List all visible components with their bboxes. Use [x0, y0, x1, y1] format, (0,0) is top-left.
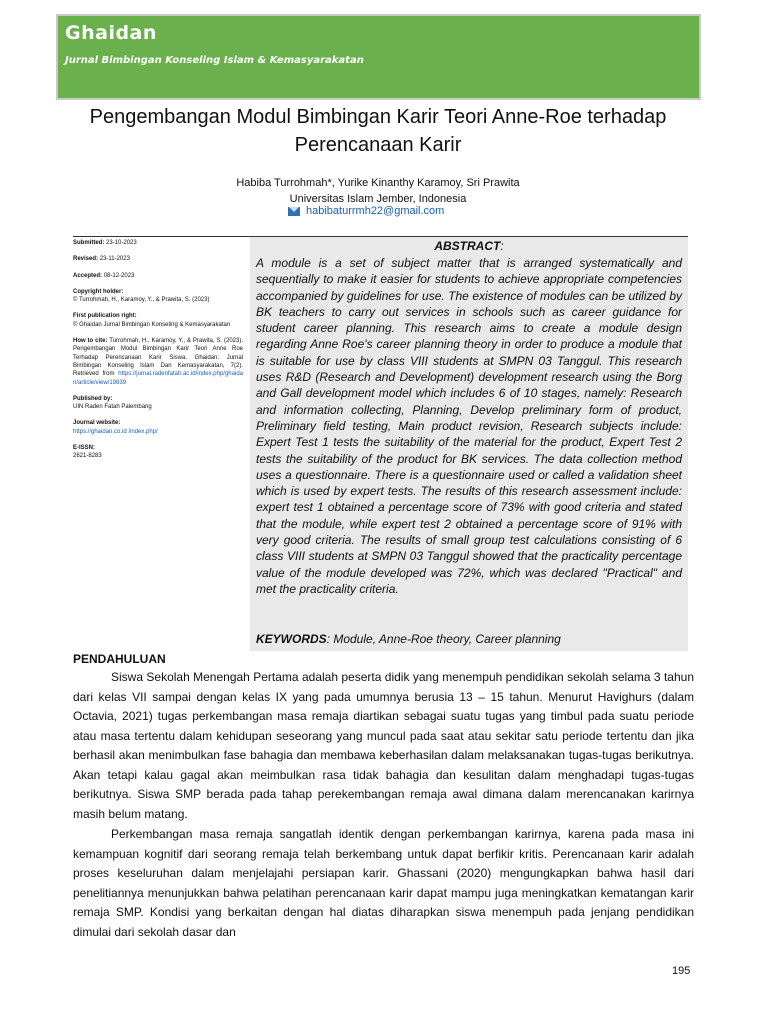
journal-subtitle: Jurnal Bimbingan Konseling Islam & Kemasyarakatan — [65, 55, 364, 66]
eissn-value: 2621-8283 — [73, 453, 102, 460]
submitted-date: 23-10-2023 — [106, 240, 137, 246]
author-names: Habiba Turrohmah*, Yurike Kinanthy Karamoy, Sri Prawita — [236, 177, 520, 189]
abstract-text: A module is a set of subject matter that is arranged systematically and sequentially to make it easier for students to achieve appropriate competencies accompanied by guidelines for use. The existence of modules can be utilized by BK teachers to carry out services in schools such as career guidance for student career planning. This research aims to create a module design regarding Anne Roe's career planning theory in order to produce a module that is suitable for use by class VIII students at SMPN 03 Tanggul. This research uses R&D (Research and Development) development research using the Borg and Gall development model which includes 6 of 10 stages, namely: Research and information collecting, Planning, Develop preliminary form of product, Preliminary field testing, Main product revision, Research subjects include: Expert Test 1 tests the suitability of the material for the product, Expert Test 2 tests the suitability of the product for BK services. The data collection method uses a questionnaire. There is a questionnaire used or called a validation sheet which is used by expert tests. The results of this research assessment include: expert test 1 obtained a percentage score of 73% with good criteria and stated that the module, while expert test 2 obtained a percentage score of 91% with very good criteria. The results of small group test calculations consisting of 6 class VIII students at SMPN 03 Tanggul showed that the practicality percentage value of the module developed was 72%, which was declared "Practical" and met the practicality criteria. — [256, 256, 682, 596]
eissn-label: E-ISSN: — [73, 445, 96, 452]
author-block — [40, 175, 716, 207]
revised-label: Revised: — [73, 256, 99, 263]
body-text — [73, 668, 694, 942]
journal-name: Ghaidan — [65, 22, 157, 44]
article-metadata — [73, 239, 243, 469]
copyright-label: Copyright holder: — [73, 288, 124, 295]
paragraph-2: Perkembangan masa remaja sangatlah identik dengan perkembangan karirnya, karena pada masa ini kemampuan kognitif dari seorang remaja telah berkembang untuk dapat berfikir kritis. Perencanaan karir adalah proses keseluruhan dalam menjelajahi persiapan karir. Ghassani (2020) mengungkapkan bahwa hasil dari penelitiannya menunjukkan bahwa pelatihan perencanaan karir dapat mampu juga meningkatkan kematangan karir remaja SMP. Kondisi yang berkaitan dengan hal diatas diharapkan siswa menempuh pada jenjang pendidikan dimulai dari sekolah dasar dan — [73, 827, 694, 939]
first-pub-holder: © Ghaidan Jurnal Bimbingan Konseling & Kemasyarakatan — [73, 321, 231, 328]
cite-label: How to cite: — [73, 338, 108, 345]
revised-date: 23-11-2023 — [99, 256, 130, 263]
abstract-heading-colon: : — [500, 239, 504, 253]
published-label: Published by: — [73, 395, 113, 402]
accepted-date: 08-12-2023 — [103, 272, 135, 279]
website-label: Journal website: — [73, 420, 121, 427]
paragraph-1: Siswa Sekolah Menengah Pertama adalah peserta didik yang menempuh pendidikan sekolah selama 3 tahun dari kelas VII sampai dengan kelas IX yang pada umumnya berusia 13 – 15 tahun. Menurut Havighurs (dalam Octavia, 2021) tugas perkembangan masa remaja diartikan sebagai suatu tugas yang timbul pada suatu periode atau masa tertentu dalam kehidupan seseorang yang muncul pada saat atau sekitar satu periode tertentu dan jika berhasil akan menimbulkan fase bahagia dan membawa keberhasilan dalam melaksanakan tugas-tugas berikutnya. Akan tetapi kalau gagal akan meimbulkan rasa tidak bahagia dan kesulitan dalam menghadapi tugas-tugas berikutnya. Siswa SMP berada pada tahap perekembangan remaja awal dimana dalam merencanakan karirnya masih belum matang. — [73, 670, 694, 821]
author-email[interactable]: habibaturrmh22@gmail.com — [306, 205, 445, 217]
email-line[interactable] — [288, 205, 444, 217]
citation-text: Turrohmah, H., Karamoy, Y., & Prawita, S. (2023). Pengembangan Modul Bimbingan Karir Teori Anne Roe Terhadap Perencanaan Karir Siswa. Ghaidan: Jurnal Bimbingan Konseling Islam Dan Kemasyarakatan, 7(2). Retrieved from — [73, 338, 243, 378]
page-number: 195 — [672, 965, 691, 977]
journal-website-link[interactable]: https://ghaidan.co.id /index.php/ — [73, 428, 158, 435]
first-pub-label: First publication right: — [73, 313, 137, 320]
keywords — [256, 632, 561, 646]
citation-link[interactable]: https://jurnal.radenfatah.ac.id/index.php/ghaidan/article/view/19839 — [73, 371, 243, 386]
keywords-list: : Module, Anne-Roe theory, Career planning — [326, 632, 561, 646]
article-title: Pengembangan Modul Bimbingan Karir Teori Anne-Roe terhadap Perencanaan Karir — [89, 106, 667, 156]
copyright-holder: © Turrohmah, H., Karamoy, Y., & Prawita, S. (2023) — [73, 297, 210, 304]
abstract-box — [250, 237, 688, 651]
mail-icon — [288, 207, 300, 216]
keywords-label: KEYWORDS — [256, 632, 327, 646]
section-heading: PENDAHULUAN — [73, 652, 166, 666]
submitted-label: Submitted: — [73, 240, 105, 246]
accepted-label: Accepted: — [73, 272, 103, 279]
affiliation: Universitas Islam Jember, Indonesia — [289, 193, 467, 205]
abstract-heading-text: ABSTRACT — [434, 239, 501, 253]
journal-banner — [56, 14, 701, 100]
publisher: UIN Raden Fatah Palembang — [73, 404, 152, 411]
abstract-heading — [250, 239, 688, 253]
